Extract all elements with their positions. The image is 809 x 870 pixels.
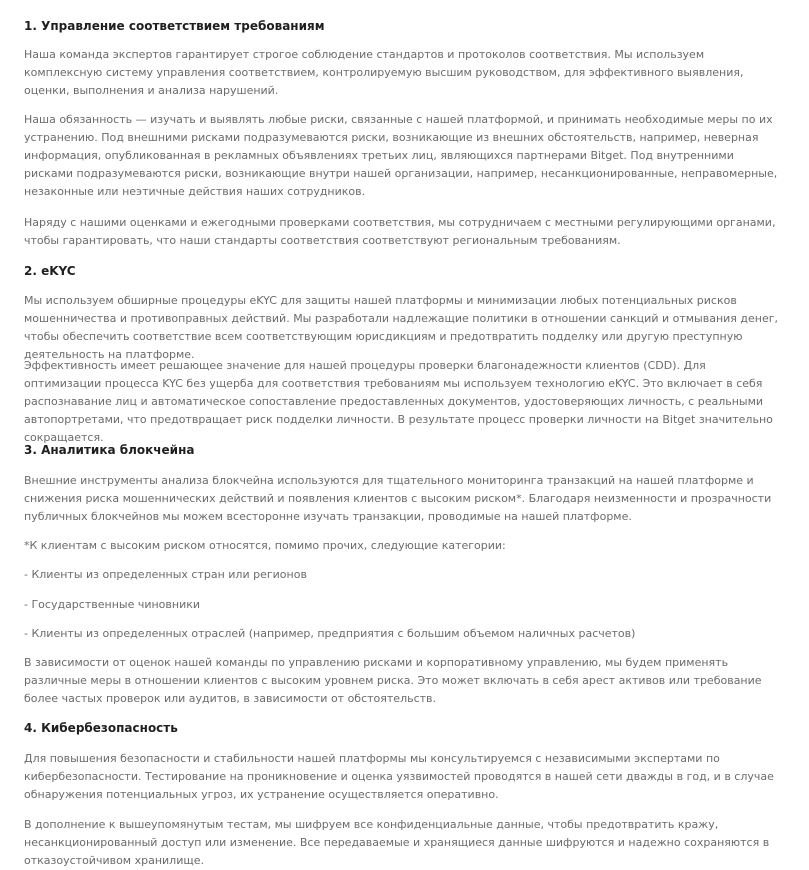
- list-item: - Клиенты из определенных отраслей (например, предприятия с большим объемом наличных расчетов): [24, 627, 636, 640]
- paragraph: *К клиентам с высоким риском относятся, помимо прочих, следующие категории:: [24, 539, 506, 552]
- section-title-cybersecurity: 4. Кибербезопасность: [24, 721, 178, 735]
- paragraph: В зависимости от оценок нашей команды по управлению рисками и корпоративному управлению, мы будем применять различные меры в отношении клиентов с высоким уровнем риска. Это может включать в себя арест активов или требование более частых проверок или аудитов, в зависимости от обстоятельств.: [24, 656, 762, 705]
- list-item: - Государственные чиновники: [24, 598, 201, 611]
- section-title-compliance: 1. Управление соответствием требованиям: [24, 19, 325, 33]
- paragraph: Наша команда экспертов гарантирует строгое соблюдение стандартов и протоколов соответствия. Мы используем комплексную систему управления соответствием, контролируемую высшим руководством, для эффективного выявления, оценки, выполнения и анализа нарушений.: [24, 48, 744, 97]
- section-title-blockchain-analytics: 3. Аналитика блокчейна: [24, 443, 195, 457]
- section-title-ekyc: 2. eKYC: [24, 264, 76, 278]
- paragraph: Наша обязанность — изучать и выявлять любые риски, связанные с нашей платформой, и принимать необходимые меры по их устранению. Под внешними рисками подразумеваются риски, возникающие из внешних обстоятельств, например, неверная информация, опубликованная в рекламных объявлениях третьих лиц, являющихся партнерами Bitget. Под внутренними рисками подразумеваются риски, возникающие внутри нашей организации, например, несанкционированные, неправомерные, незаконные или неэтичные действия наших сотрудников.: [24, 113, 778, 198]
- paragraph: Внешние инструменты анализа блокчейна используются для тщательного мониторинга транзакций на нашей платформе и снижения риска мошеннических действий и появления клиентов с высоким риском*. Благодаря неизменности и прозрачности публичных блокчейнов мы можем всесторонне изучать транзакции, проводимые на нашей платформе.: [24, 474, 772, 523]
- paragraph: Эффективность имеет решающее значение для нашей процедуры проверки благонадежности клиентов (CDD). Для оптимизации процесса KYC без ущерба для соответствия требованиям мы используем технологию eKYC. Это включает в себя распознавание лиц и автоматическое сопоставление предоставленных документов, удостоверяющих личность, с реальными автопортретами, что предотвращает риск подделки личности. В результате процесс проверки личности на Bitget значительно сокращается.: [24, 359, 773, 444]
- paragraph: Наряду с нашими оценками и ежегодными проверками соответствия, мы сотрудничаем с местными регулирующими органами, чтобы гарантировать, что наши стандарты соответствия соответствуют региональным требованиям.: [24, 216, 776, 247]
- paragraph: Для повышения безопасности и стабильности нашей платформы мы консультируемся с независимыми экспертами по кибербезопасности. Тестирование на проникновение и оценка уязвимостей проводятся в нашей сети дважды в год, и в случае обнаружения потенциальных угроз, их устранение осуществляется оперативно.: [24, 752, 774, 801]
- list-item: - Клиенты из определенных стран или регионов: [24, 568, 307, 581]
- paragraph: Мы используем обширные процедуры eKYC для защиты нашей платформы и минимизации любых потенциальных рисков мошенничества и противоправных действий. Мы разработали надлежащие политики в отношении санкций и отмывания денег, чтобы обеспечить соответствие всем соответствующим юрисдикциям и предотвратить подделку или другую преступную деятельность на платформе.: [24, 294, 779, 361]
- paragraph: В дополнение к вышеупомянутым тестам, мы шифруем все конфиденциальные данные, чтобы предотвратить кражу, несанкционированный доступ или изменение. Все передаваемые и хранящиеся данные шифруются и надежно сохраняются в отказоустойчивом хранилище.: [24, 818, 770, 867]
